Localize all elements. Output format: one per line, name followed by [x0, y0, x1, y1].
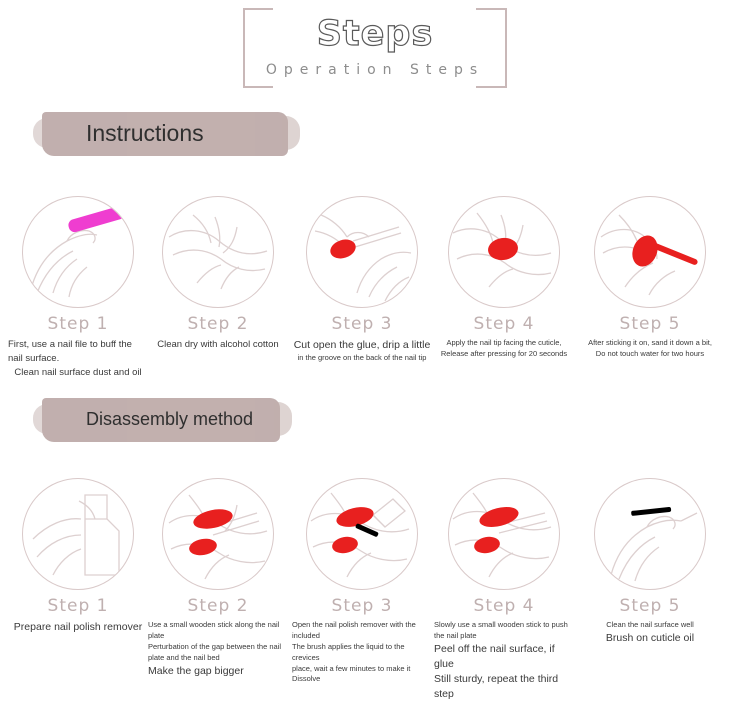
- instructions-banner: [42, 112, 302, 156]
- disassembly-step-2-desc: [148, 620, 288, 679]
- disassembly-banner: [42, 398, 292, 442]
- disassembly-step-3-illustration: [306, 478, 418, 590]
- disassembly-step-5-desc: [580, 620, 720, 646]
- instruction-step-4: [434, 196, 574, 360]
- header-bracket-top-left: [243, 8, 273, 10]
- instruction-step-5-illustration: [594, 196, 706, 308]
- press-nail-tip-icon: [449, 197, 559, 307]
- instruction-step-4-title: Step 4: [473, 314, 535, 334]
- glue-drip-on-nail-icon: [307, 197, 417, 307]
- cuticle-oil-brush-icon: [595, 479, 705, 589]
- push-off-nail-plate-icon: [449, 479, 559, 589]
- disassembly-step-2-illustration: [162, 478, 274, 590]
- instruction-step-5-desc: [580, 338, 720, 360]
- disassembly-step-2-title: Step 2: [187, 596, 249, 616]
- instruction-step-2: [148, 196, 288, 352]
- instruction-step-5-line-2: Do not touch water for two hours: [595, 348, 705, 358]
- instruction-step-3-illustration: [306, 196, 418, 308]
- instruction-step-2-desc: [148, 338, 288, 352]
- brush-applying-remover-icon: [307, 479, 417, 589]
- instruction-step-5-title: Step 5: [619, 314, 681, 334]
- instruction-step-3-line-1: Cut open the glue, drip a little: [293, 339, 431, 351]
- disassembly-step-4-title: Step 4: [473, 596, 535, 616]
- disassembly-step-4-desc: [434, 620, 574, 703]
- instruction-step-1-illustration: [22, 196, 134, 308]
- instruction-step-2-illustration: [162, 196, 274, 308]
- instruction-step-1-title: Step 1: [47, 314, 109, 334]
- header-bracket-bottom-left: [243, 86, 273, 88]
- instruction-step-5: [580, 196, 720, 360]
- disassembly-step-3-line-2: The brush applies the liquid to the crevices: [292, 641, 405, 662]
- disassembly-step-4-illustration: [448, 478, 560, 590]
- instruction-step-1-desc: [8, 338, 148, 379]
- header-bracket-bottom-right: [476, 86, 506, 88]
- header: [0, 0, 750, 100]
- disassembly-step-2-line-2: Perturbation of the gap between the nail plate and the nail bed: [148, 641, 282, 662]
- instruction-step-4-illustration: [448, 196, 560, 308]
- disassembly-step-4-line-1: Slowly use a small wooden stick to push the nail plate: [434, 620, 568, 640]
- instruction-step-3-line-2: in the groove on the back of the nail tip: [297, 353, 427, 363]
- disassembly-banner-label: Disassembly method: [86, 409, 254, 429]
- disassembly-step-5-line-2: Brush on cuticle oil: [605, 631, 695, 644]
- disassembly-step-3-line-1: Open the nail polish remover with the included: [292, 620, 416, 640]
- nail-polish-remover-bottle-icon: [23, 479, 133, 589]
- disassembly-step-5-line-1: Clean the nail surface well: [606, 620, 694, 629]
- disassembly-step-5-title: Step 5: [619, 596, 681, 616]
- disassembly-step-5-illustration: [594, 478, 706, 590]
- disassembly-step-2: [148, 478, 288, 679]
- instruction-step-3: [292, 196, 432, 364]
- hand-with-nail-file-icon: [23, 197, 133, 307]
- instruction-step-3-title: Step 3: [331, 314, 393, 334]
- disassembly-step-2-line-1: Use a small wooden stick along the nail plate: [148, 620, 280, 640]
- disassembly-step-3-line-3: place, wait a few minutes to make it: [292, 663, 411, 673]
- disassembly-step-4-line-2: Peel off the nail surface, if glue: [434, 642, 555, 670]
- instruction-step-4-line-2: Release after pressing for 20 seconds: [440, 348, 568, 358]
- disassembly-step-1-illustration: [22, 478, 134, 590]
- disassembly-step-3-title: Step 3: [331, 596, 393, 616]
- instructions-banner-label: Instructions: [86, 120, 204, 146]
- instruction-step-1-line-2: Clean nail surface dust and oil: [14, 366, 142, 378]
- disassembly-step-3: [292, 478, 432, 685]
- disassembly-step-4-line-3: Still sturdy, repeat the third step: [434, 673, 559, 701]
- disassembly-step-5: [580, 478, 720, 646]
- instruction-step-1: [8, 196, 148, 379]
- disassembly-step-1-desc: [8, 620, 148, 635]
- disassembly-step-3-desc: [292, 620, 432, 685]
- instruction-step-4-desc: [434, 338, 574, 360]
- header-bracket-top-right: [476, 8, 506, 10]
- instruction-step-5-line-1: After sticking it on, sand it down a bit,: [588, 338, 712, 347]
- sand-nail-icon: [595, 197, 705, 307]
- cotton-pad-wipe-icon: [163, 197, 273, 307]
- instruction-step-2-line-1: Clean dry with alcohol cotton: [157, 339, 279, 350]
- disassembly-step-1-line-1: Prepare nail polish remover: [13, 621, 143, 633]
- disassembly-step-1: [8, 478, 148, 635]
- instruction-step-2-title: Step 2: [187, 314, 249, 334]
- page-subtitle: Operation Steps: [265, 62, 485, 78]
- disassembly-step-4: [434, 478, 574, 703]
- instruction-step-1-line-1: First, use a nail file to buff the nail surface.: [8, 339, 132, 364]
- wooden-stick-gap-icon: [163, 479, 273, 589]
- disassembly-step-1-title: Step 1: [47, 596, 109, 616]
- page-title: Steps: [316, 14, 434, 54]
- instruction-step-3-desc: [292, 338, 432, 364]
- disassembly-step-2-line-3: Make the gap bigger: [148, 664, 244, 677]
- instruction-step-4-line-1: Apply the nail tip facing the cuticle,: [446, 338, 562, 347]
- disassembly-step-3-line-4: Dissolve: [292, 674, 321, 684]
